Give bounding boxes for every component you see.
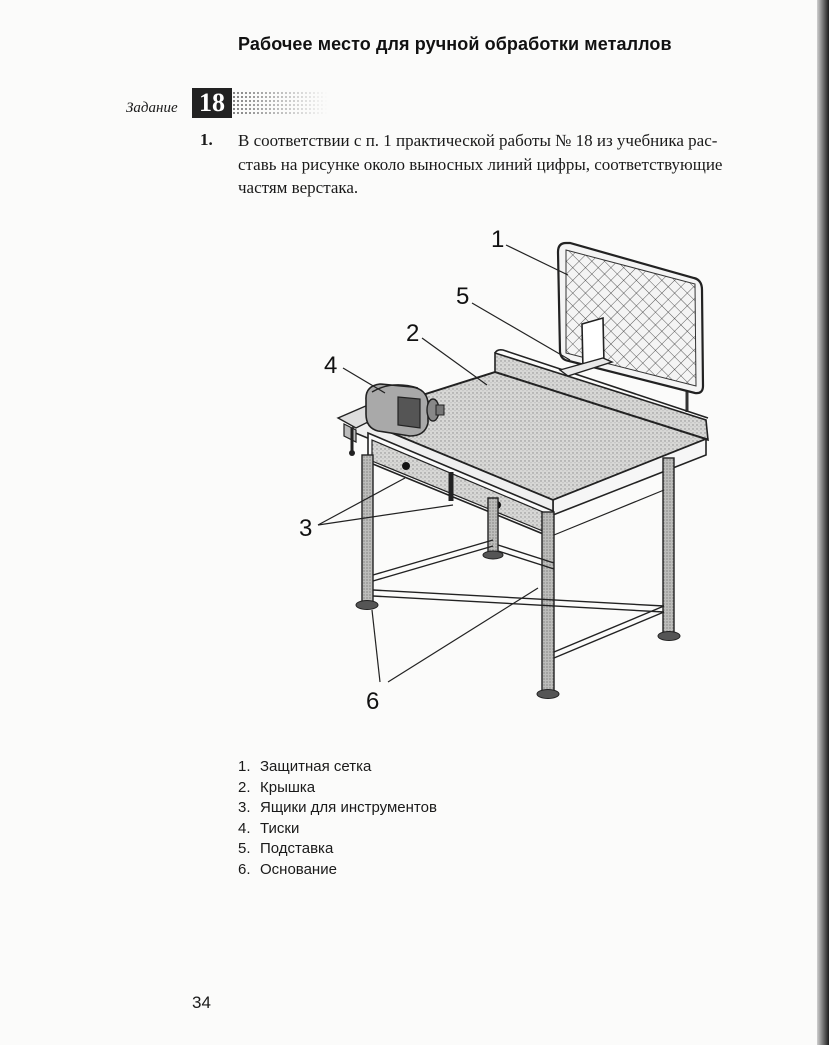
question-text [238, 129, 829, 200]
page-number: 34 [192, 993, 211, 1012]
question-line: В соответствии с п. 1 практической работы № 18 из учебника рас- [238, 131, 718, 150]
callout-2: 2 [406, 320, 420, 347]
task-number: 18 [192, 88, 232, 118]
question-number: 1. [200, 130, 213, 149]
legend-item: 5. Подставка [238, 840, 334, 857]
parts-legend [238, 757, 437, 880]
workbench-illustration [280, 215, 730, 725]
question-line: ставь на рисунке около выносных линий цифры, соответствующие [238, 154, 723, 174]
callout-3: 3 [299, 515, 313, 542]
callout-4: 4 [324, 352, 338, 379]
legend-item: 1. Защитная сетка [238, 758, 372, 775]
task-badge [192, 88, 330, 118]
page-title: Рабочее место для ручной обработки металлов [238, 34, 672, 54]
legend-item: 4. Тиски [238, 819, 300, 837]
callout-5: 5 [456, 283, 470, 310]
callout-6: 6 [366, 688, 380, 715]
task-label: Задание [126, 100, 178, 116]
question-line: частям верстака. [238, 178, 359, 197]
legend-item: 6. Основание [238, 860, 337, 878]
callout-1: 1 [491, 226, 505, 253]
task-badge-dots [232, 91, 328, 116]
legend-item: 2. Крышка [238, 778, 316, 796]
legend-item: 3. Ящики для инструментов [238, 799, 437, 816]
